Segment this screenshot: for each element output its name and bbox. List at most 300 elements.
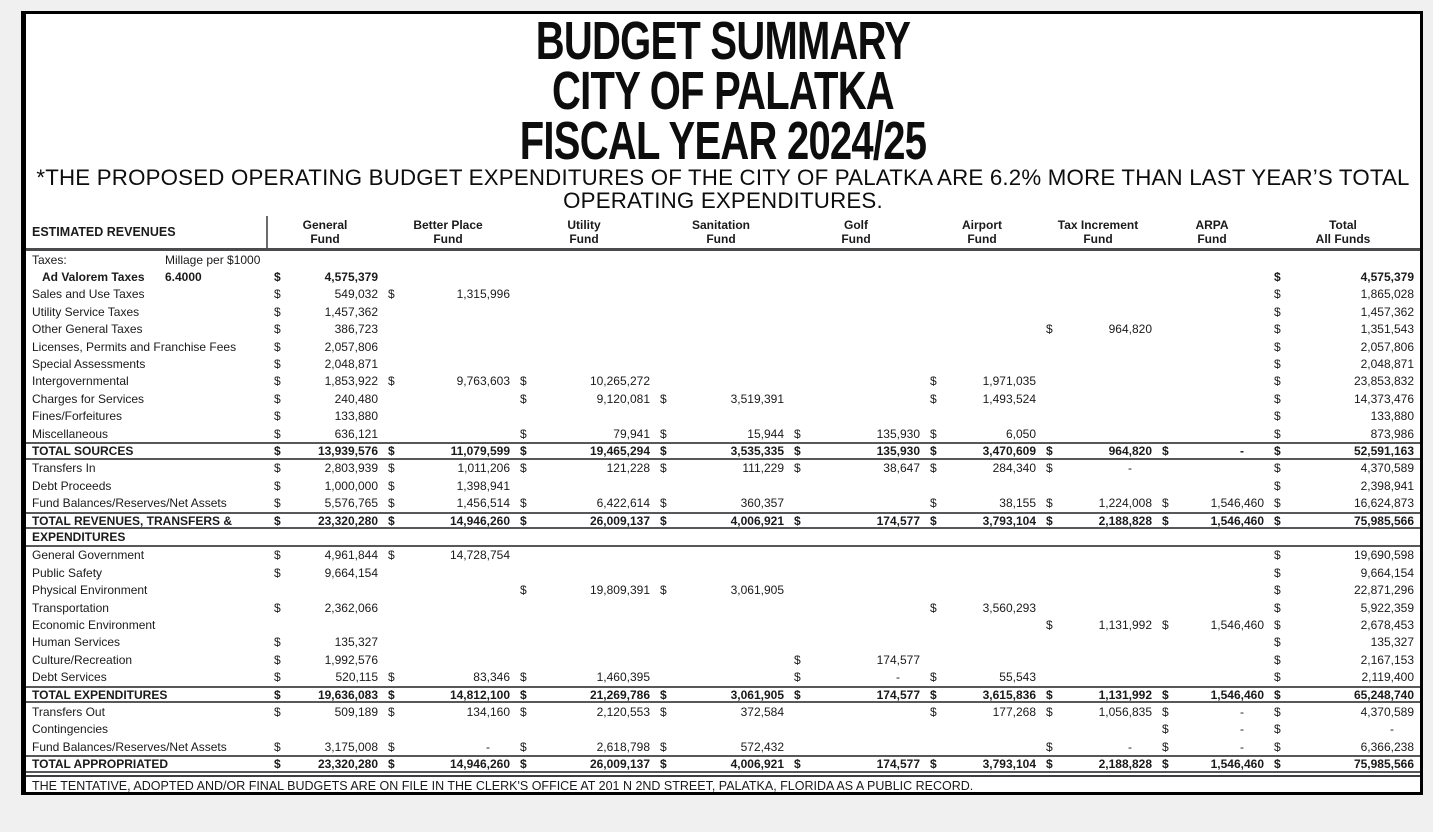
amount-value: 111,229 xyxy=(742,461,784,476)
table-row-fines-forfeitures xyxy=(26,408,1420,425)
dollar-sign: $ xyxy=(274,426,281,441)
dollar-sign: $ xyxy=(520,374,527,389)
cell-transfers-in-better-place xyxy=(382,461,514,475)
table-row-expenditures-header xyxy=(26,529,1420,546)
dollar-sign: $ xyxy=(1046,322,1053,337)
amount-value: 372,584 xyxy=(740,704,784,719)
cell-transfers-in-tax-increment xyxy=(1040,461,1156,475)
amount-value: 2,362,066 xyxy=(324,600,378,615)
amount-value: 2,057,806 xyxy=(324,339,378,354)
row-label-debt-proceeds: Debt Proceeds xyxy=(32,478,112,493)
cell-total-appropriated-arpa xyxy=(1156,757,1268,771)
cell-transfers-out-total xyxy=(1268,705,1418,719)
dollar-sign: $ xyxy=(660,461,667,476)
dollar-sign: $ xyxy=(660,426,667,441)
cell-debt-services-golf xyxy=(788,670,924,684)
cell-total-sources-arpa xyxy=(1156,444,1268,458)
cell-total-appropriated-airport xyxy=(924,757,1040,771)
amount-value: 14,812,100 xyxy=(449,687,510,702)
amount-value: 9,664,154 xyxy=(1360,565,1414,580)
dollar-sign: $ xyxy=(274,374,281,389)
dollar-sign: $ xyxy=(1274,322,1281,337)
cell-economic-environment-total xyxy=(1268,618,1418,632)
amount-value: 135,327 xyxy=(334,635,378,650)
amount-value: 38,647 xyxy=(883,461,920,476)
cell-general-government-total xyxy=(1268,548,1418,562)
dollar-sign: $ xyxy=(520,757,527,772)
dollar-sign: $ xyxy=(274,478,281,493)
cell-total-appropriated-tax-increment xyxy=(1040,757,1156,771)
dollar-sign: $ xyxy=(1274,304,1281,319)
dollar-sign: $ xyxy=(274,357,281,372)
cell-sales-and-use-taxes-total xyxy=(1268,287,1418,301)
dollar-sign: $ xyxy=(930,513,937,528)
cell-transportation-general xyxy=(268,601,382,615)
dollar-sign: $ xyxy=(930,687,937,702)
cell-sales-and-use-taxes-general xyxy=(268,287,382,301)
column-header-general: General Fund xyxy=(302,218,348,246)
cell-economic-environment-arpa xyxy=(1156,618,1268,632)
dollar-sign: $ xyxy=(660,757,667,772)
amount-value: 174,577 xyxy=(876,687,920,702)
amount-value: 121,228 xyxy=(606,461,650,476)
cell-total-revenues-transfers-sanitation xyxy=(654,514,788,528)
cell-fund-balances-reserves-net-assets-rev-airport xyxy=(924,496,1040,510)
column-header-golf: Golf Fund xyxy=(841,218,871,246)
cell-debt-services-utility xyxy=(514,670,654,684)
amount-value: 1,971,035 xyxy=(982,374,1036,389)
amount-value: 14,373,476 xyxy=(1353,391,1414,406)
dollar-sign: $ xyxy=(388,739,395,754)
dollar-sign: $ xyxy=(794,426,801,441)
row-label-fines-forfeitures: Fines/Forfeitures xyxy=(32,409,123,424)
table-row-fund-balances-reserves-net-assets-rev xyxy=(26,494,1420,511)
cell-total-sources-airport xyxy=(924,444,1040,458)
dollar-sign: $ xyxy=(1274,391,1281,406)
cell-total-revenues-transfers-utility xyxy=(514,514,654,528)
amount-value: 4,575,379 xyxy=(1360,270,1414,285)
cell-debt-proceeds-general xyxy=(268,479,382,493)
amount-value: 19,465,294 xyxy=(589,444,650,459)
cell-transfers-out-arpa xyxy=(1156,705,1268,719)
amount-value: 3,793,104 xyxy=(982,513,1036,528)
amount-value: 873,986 xyxy=(1370,426,1414,441)
dollar-sign: $ xyxy=(1046,461,1053,476)
cell-economic-environment-tax-increment xyxy=(1040,618,1156,632)
cell-physical-environment-utility xyxy=(514,583,654,597)
dollar-sign: $ xyxy=(660,739,667,754)
amount-value: 174,577 xyxy=(876,513,920,528)
cell-total-appropriated-general xyxy=(268,757,382,771)
amount-value: 4,006,921 xyxy=(730,757,784,772)
dollar-sign: $ xyxy=(1274,270,1281,285)
amount-value: 19,636,083 xyxy=(317,687,378,702)
table-row-special-assessments xyxy=(26,355,1420,372)
cell-transfers-in-total xyxy=(1268,461,1418,475)
cell-debt-services-airport xyxy=(924,670,1040,684)
cell-total-appropriated-sanitation xyxy=(654,757,788,771)
dollar-sign: $ xyxy=(388,757,395,772)
dollar-sign: $ xyxy=(1046,496,1053,511)
row-label-fund-balances-reserves-net-assets-exp: Fund Balances/Reserves/Net Assets xyxy=(32,739,227,754)
cell-charges-for-services-utility xyxy=(514,392,654,406)
row-label-special-assessments: Special Assessments xyxy=(32,357,146,372)
amount-value: 2,167,153 xyxy=(1360,652,1414,667)
amount-value: 3,061,905 xyxy=(730,687,784,702)
cell-total-revenues-transfers-tax-increment xyxy=(1040,514,1156,528)
cell-culture-recreation-total xyxy=(1268,653,1418,667)
amount-value: 284,340 xyxy=(992,461,1036,476)
dollar-sign: $ xyxy=(274,548,281,563)
amount-value: 1,546,460 xyxy=(1210,757,1264,772)
cell-fund-balances-reserves-net-assets-rev-sanitation xyxy=(654,496,788,510)
dollar-sign: $ xyxy=(930,757,937,772)
cell-debt-proceeds-total xyxy=(1268,479,1418,493)
column-header-airport: Airport Fund xyxy=(962,218,1002,246)
dollar-sign: $ xyxy=(930,496,937,511)
footer-public-record-note: THE TENTATIVE, ADOPTED AND/OR FINAL BUDGETS ARE ON FILE IN THE CLERK'S OFFICE AT 201 N 2ND STREET, PALATKA, FLORIDA AS A PUBLIC RECORD. xyxy=(26,775,1420,795)
amount-value: 1,546,460 xyxy=(1210,687,1264,702)
cell-transfers-out-airport xyxy=(924,705,1040,719)
cell-public-safety-total xyxy=(1268,566,1418,580)
title-line-budget-summary: BUDGET SUMMARY xyxy=(535,11,911,71)
row-sublabel-ad-valorem-taxes: 6.4000 xyxy=(165,270,202,285)
table-row-transfers-out xyxy=(26,703,1420,720)
dollar-sign: $ xyxy=(388,374,395,389)
table-row-debt-proceeds xyxy=(26,477,1420,494)
amount-value: 1,131,992 xyxy=(1098,617,1152,632)
dollar-sign: $ xyxy=(1274,722,1281,737)
cell-total-expenditures-total xyxy=(1268,688,1418,702)
row-label-utility-service-taxes: Utility Service Taxes xyxy=(32,304,140,319)
amount-value: 9,763,603 xyxy=(456,374,510,389)
cell-total-revenues-transfers-arpa xyxy=(1156,514,1268,528)
amount-value: 1,493,524 xyxy=(982,391,1036,406)
amount-value: 240,480 xyxy=(334,391,378,406)
row-label-transportation: Transportation xyxy=(32,600,109,615)
cell-total-appropriated-utility xyxy=(514,757,654,771)
amount-value: 3,535,335 xyxy=(730,444,784,459)
cell-intergovernmental-total xyxy=(1268,374,1418,388)
dollar-sign: $ xyxy=(930,704,937,719)
cell-other-general-taxes-tax-increment xyxy=(1040,322,1156,336)
dollar-sign: $ xyxy=(274,739,281,754)
dollar-sign: $ xyxy=(520,391,527,406)
dollar-sign: $ xyxy=(930,670,937,685)
amount-value: 55,543 xyxy=(999,670,1036,685)
row-label-general-government: General Government xyxy=(32,548,145,563)
cell-fund-balances-reserves-net-assets-exp-tax-increment xyxy=(1040,740,1156,754)
cell-total-appropriated-better-place xyxy=(382,757,514,771)
cell-sales-and-use-taxes-better-place xyxy=(382,287,514,301)
budget-summary-document xyxy=(21,11,1423,795)
amount-value: 1,853,922 xyxy=(324,374,378,389)
cell-licenses-permits-franchise-fees-total xyxy=(1268,340,1418,354)
amount-value: 636,121 xyxy=(334,426,378,441)
amount-value: 79,941 xyxy=(613,426,650,441)
amount-value: 1,457,362 xyxy=(1360,304,1414,319)
dollar-sign: $ xyxy=(1274,635,1281,650)
amount-value: 3,793,104 xyxy=(982,757,1036,772)
amount-value: 3,175,008 xyxy=(324,739,378,754)
amount-value: 135,930 xyxy=(876,426,920,441)
amount-value: 174,577 xyxy=(876,652,920,667)
dollar-sign: $ xyxy=(388,478,395,493)
row-label-transfers-in: Transfers In xyxy=(32,461,96,476)
row-label-public-safety: Public Safety xyxy=(32,565,103,580)
row-label-debt-services: Debt Services xyxy=(32,670,107,685)
amount-value: 2,398,941 xyxy=(1360,478,1414,493)
amount-value: 1,315,996 xyxy=(456,287,510,302)
table-row-general-government xyxy=(26,547,1420,564)
column-header-utility: Utility Fund xyxy=(567,218,601,246)
dollar-sign: $ xyxy=(1274,339,1281,354)
row-sublabel-taxes-millage: Millage per $1000 xyxy=(165,252,261,267)
table-row-intergovernmental xyxy=(26,373,1420,390)
amount-value: 22,871,296 xyxy=(1353,583,1414,598)
cell-fund-balances-reserves-net-assets-exp-utility xyxy=(514,740,654,754)
dollar-sign: $ xyxy=(274,322,281,337)
dollar-sign: $ xyxy=(1162,444,1169,459)
dollar-sign: $ xyxy=(520,444,527,459)
dollar-sign: $ xyxy=(1046,513,1053,528)
cell-transfers-out-utility xyxy=(514,705,654,719)
cell-other-general-taxes-total xyxy=(1268,322,1418,336)
dollar-sign: $ xyxy=(1274,600,1281,615)
amount-value: 19,690,598 xyxy=(1353,548,1414,563)
cell-total-appropriated-golf xyxy=(788,757,924,771)
cell-contingencies-arpa xyxy=(1156,722,1268,736)
cell-licenses-permits-franchise-fees-general xyxy=(268,340,382,354)
amount-value: 26,009,137 xyxy=(589,513,650,528)
dollar-sign: $ xyxy=(794,687,801,702)
dollar-sign: $ xyxy=(1046,617,1053,632)
cell-ad-valorem-taxes-general xyxy=(268,270,382,284)
cell-utility-service-taxes-total xyxy=(1268,305,1418,319)
subtitle-line-2: OPERATING EXPENDITURES. xyxy=(563,188,883,213)
dollar-sign: $ xyxy=(1046,444,1053,459)
dollar-sign: $ xyxy=(1274,444,1281,459)
amount-value: 2,678,453 xyxy=(1360,617,1414,632)
dollar-sign: $ xyxy=(388,496,395,511)
cell-physical-environment-total xyxy=(1268,583,1418,597)
dollar-sign: $ xyxy=(794,513,801,528)
amount-value: 1,011,206 xyxy=(457,461,510,476)
cell-contingencies-total xyxy=(1268,722,1418,736)
row-label-intergovernmental: Intergovernmental xyxy=(32,374,129,389)
cell-fines-forfeitures-general xyxy=(268,409,382,423)
amount-value: 174,577 xyxy=(876,757,920,772)
cell-transportation-total xyxy=(1268,601,1418,615)
amount-value: 2,618,798 xyxy=(596,739,650,754)
amount-value: 4,370,589 xyxy=(1360,704,1414,719)
amount-value: 1,992,576 xyxy=(324,652,378,667)
dollar-sign: $ xyxy=(520,670,527,685)
amount-value: 3,470,609 xyxy=(982,444,1036,459)
column-header-tax-increment: Tax Increment Fund xyxy=(1057,218,1139,246)
dollar-sign: $ xyxy=(520,583,527,598)
table-row-economic-environment xyxy=(26,616,1420,633)
cell-utility-service-taxes-general xyxy=(268,305,382,319)
dollar-sign: $ xyxy=(274,670,281,685)
amount-value: 1,457,362 xyxy=(324,304,378,319)
dollar-sign: $ xyxy=(794,652,801,667)
dollar-sign: $ xyxy=(274,339,281,354)
cell-transfers-in-sanitation xyxy=(654,461,788,475)
cell-miscellaneous-golf xyxy=(788,427,924,441)
cell-fund-balances-reserves-net-assets-exp-arpa xyxy=(1156,740,1268,754)
cell-transfers-in-golf xyxy=(788,461,924,475)
row-label-fund-balances-reserves-net-assets-rev: Fund Balances/Reserves/Net Assets xyxy=(32,496,227,511)
subtitle-line-1: *THE PROPOSED OPERATING BUDGET EXPENDITURES OF THE CITY OF PALATKA ARE 6.2% MORE THAN LAST YEAR’S TOTAL xyxy=(36,165,1410,190)
dollar-sign: $ xyxy=(794,461,801,476)
amount-value: 3,061,905 xyxy=(730,583,784,598)
cell-charges-for-services-general xyxy=(268,392,382,406)
dollar-sign: $ xyxy=(520,461,527,476)
dollar-sign: $ xyxy=(274,635,281,650)
dollar-sign: $ xyxy=(660,704,667,719)
table-row-miscellaneous xyxy=(26,425,1420,442)
cell-debt-services-better-place xyxy=(382,670,514,684)
dollar-sign: $ xyxy=(274,600,281,615)
cell-fines-forfeitures-total xyxy=(1268,409,1418,423)
cell-fund-balances-reserves-net-assets-exp-sanitation xyxy=(654,740,788,754)
cell-fund-balances-reserves-net-assets-rev-total xyxy=(1268,496,1418,510)
cell-human-services-general xyxy=(268,635,382,649)
dollar-sign: $ xyxy=(1274,409,1281,424)
amount-value: 134,160 xyxy=(466,704,510,719)
dollar-sign: $ xyxy=(1274,704,1281,719)
amount-value: - xyxy=(1240,704,1244,719)
amount-value: 23,320,280 xyxy=(317,513,378,528)
row-label-human-services: Human Services xyxy=(32,635,121,650)
dollar-sign: $ xyxy=(930,426,937,441)
cell-ad-valorem-taxes-total xyxy=(1268,270,1418,284)
cell-total-revenues-transfers-airport xyxy=(924,514,1040,528)
amount-value: 2,119,400 xyxy=(1361,670,1414,685)
dollar-sign: $ xyxy=(660,687,667,702)
row-label-transfers-out: Transfers Out xyxy=(32,704,105,719)
dollar-sign: $ xyxy=(1162,722,1169,737)
cell-charges-for-services-airport xyxy=(924,392,1040,406)
amount-value: 509,189 xyxy=(334,704,378,719)
title-line-city: CITY OF PALATKA xyxy=(552,61,894,121)
table-row-culture-recreation xyxy=(26,651,1420,668)
cell-transfers-in-general xyxy=(268,461,382,475)
cell-total-expenditures-golf xyxy=(788,688,924,702)
amount-value: 52,591,163 xyxy=(1353,444,1414,459)
amount-value: 10,265,272 xyxy=(589,374,650,389)
cell-transfers-out-sanitation xyxy=(654,705,788,719)
amount-value: 133,880 xyxy=(334,409,378,424)
amount-value: 4,370,589 xyxy=(1360,461,1414,476)
amount-value: - xyxy=(1240,722,1244,737)
title-block xyxy=(26,11,1420,171)
cell-human-services-total xyxy=(1268,635,1418,649)
amount-value: - xyxy=(1390,722,1394,737)
dollar-sign: $ xyxy=(660,583,667,598)
table-row-total-sources xyxy=(26,442,1420,459)
amount-value: - xyxy=(1240,739,1244,754)
amount-value: 2,120,553 xyxy=(596,704,650,719)
table-row-taxes-millage xyxy=(26,251,1420,268)
dollar-sign: $ xyxy=(930,444,937,459)
dollar-sign: $ xyxy=(1274,670,1281,685)
cell-miscellaneous-total xyxy=(1268,427,1418,441)
dollar-sign: $ xyxy=(1162,617,1169,632)
cell-fund-balances-reserves-net-assets-exp-general xyxy=(268,740,382,754)
dollar-sign: $ xyxy=(794,444,801,459)
amount-value: 1,398,941 xyxy=(456,478,510,493)
dollar-sign: $ xyxy=(1274,739,1281,754)
table-row-total-revenues-transfers xyxy=(26,512,1420,529)
amount-value: 4,961,844 xyxy=(324,548,378,563)
amount-value: 2,188,828 xyxy=(1098,757,1152,772)
row-label-economic-environment: Economic Environment xyxy=(32,617,156,632)
cell-total-sources-better-place xyxy=(382,444,514,458)
amount-value: 21,269,786 xyxy=(589,687,650,702)
dollar-sign: $ xyxy=(1274,757,1281,772)
amount-value: 520,115 xyxy=(335,670,378,685)
cell-total-revenues-transfers-better-place xyxy=(382,514,514,528)
cell-miscellaneous-general xyxy=(268,427,382,441)
table-row-licenses-permits-franchise-fees xyxy=(26,338,1420,355)
column-header-arpa: ARPA Fund xyxy=(1195,218,1229,246)
amount-value: 1,000,000 xyxy=(324,478,378,493)
dollar-sign: $ xyxy=(1162,704,1169,719)
table-row-physical-environment xyxy=(26,581,1420,598)
dollar-sign: $ xyxy=(274,687,281,702)
cell-total-sources-total xyxy=(1268,444,1418,458)
cell-culture-recreation-general xyxy=(268,653,382,667)
cell-charges-for-services-total xyxy=(1268,392,1418,406)
amount-value: 1,131,992 xyxy=(1098,687,1152,702)
cell-total-sources-utility xyxy=(514,444,654,458)
table-row-ad-valorem-taxes xyxy=(26,268,1420,285)
amount-value: 9,664,154 xyxy=(324,565,378,580)
dollar-sign: $ xyxy=(388,461,395,476)
dollar-sign: $ xyxy=(274,270,281,285)
dollar-sign: $ xyxy=(1274,357,1281,372)
amount-value: 1,224,008 xyxy=(1098,496,1152,511)
cell-debt-proceeds-better-place xyxy=(382,479,514,493)
amount-value: - xyxy=(1128,461,1132,476)
dollar-sign: $ xyxy=(1162,687,1169,702)
dollar-sign: $ xyxy=(388,444,395,459)
amount-value: 3,519,391 xyxy=(730,391,784,406)
dollar-sign: $ xyxy=(274,391,281,406)
title-line-fiscal-year: FISCAL YEAR 2024/25 xyxy=(519,111,927,171)
dollar-sign: $ xyxy=(1274,652,1281,667)
cell-fund-balances-reserves-net-assets-rev-tax-increment xyxy=(1040,496,1156,510)
cell-total-expenditures-better-place xyxy=(382,688,514,702)
amount-value: 5,922,359 xyxy=(1360,600,1414,615)
row-label-taxes-millage: Taxes: Millage per $1000 xyxy=(32,252,261,267)
amount-value: 14,946,260 xyxy=(449,513,510,528)
cell-intergovernmental-general xyxy=(268,374,382,388)
table-row-human-services xyxy=(26,634,1420,651)
cell-transfers-out-tax-increment xyxy=(1040,705,1156,719)
dollar-sign: $ xyxy=(520,687,527,702)
dollar-sign: $ xyxy=(274,496,281,511)
amount-value: 133,880 xyxy=(1370,409,1414,424)
amount-value: 5,576,765 xyxy=(324,496,378,511)
amount-value: 14,946,260 xyxy=(449,757,510,772)
dollar-sign: $ xyxy=(1274,513,1281,528)
amount-value: 65,248,740 xyxy=(1353,687,1414,702)
cell-general-government-better-place xyxy=(382,548,514,562)
row-label-culture-recreation: Culture/Recreation xyxy=(32,652,133,667)
